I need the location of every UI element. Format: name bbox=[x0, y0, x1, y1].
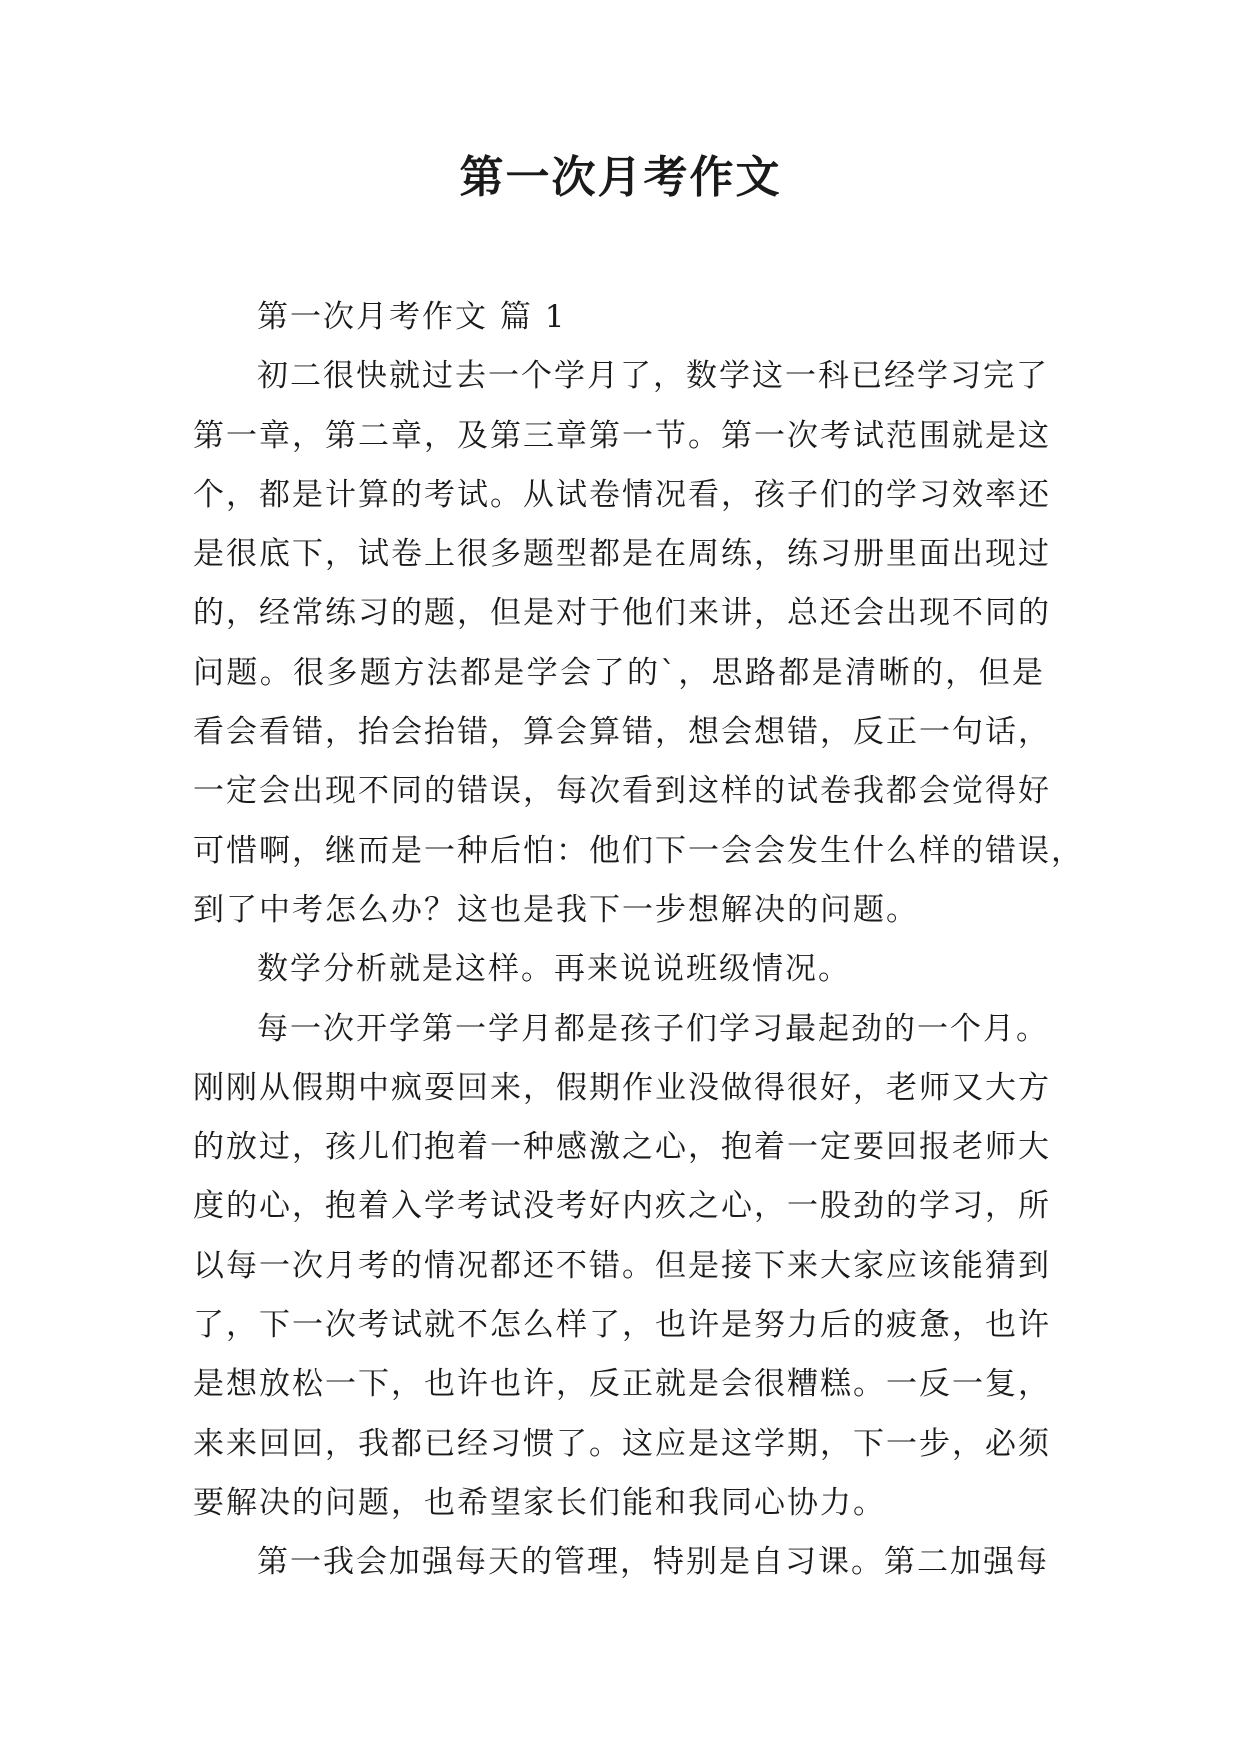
text-line: 刚刚从假期中疯耍回来，假期作业没做得很好，老师又大方 bbox=[193, 1069, 1051, 1106]
document-title: 第一次月考作文 bbox=[459, 152, 782, 203]
text-line: 看会看错，抬会抬错，算会算错，想会想错，反正一句话， bbox=[193, 714, 1051, 751]
text-line: 到了中考怎么办？这也是我下一步想解决的问题。 bbox=[193, 891, 919, 928]
text-line: 的放过，孩儿们抱着一种感激之心，抱着一定要回报老师大 bbox=[193, 1129, 1051, 1166]
text-line: 可惜啊，继而是一种后怕：他们下一会会发生什么样的错误， bbox=[193, 832, 1084, 869]
text-line: 每一次开学第一学月都是孩子们学习最起劲的一个月。 bbox=[257, 1010, 1049, 1047]
text-line: 度的心，抱着入学考试没考好内疚之心，一股劲的学习，所 bbox=[193, 1188, 1051, 1225]
text-line: 第一我会加强每天的管理，特别是自习课。第二加强每 bbox=[257, 1544, 1049, 1581]
text-line: 是想放松一下，也许也许，反正就是会很糟糕。一反一复， bbox=[193, 1366, 1051, 1403]
text-line: 要解决的问题，也希望家长们能和我同心协力。 bbox=[193, 1484, 886, 1521]
text-line: 以每一次月考的情况都还不错。但是接下来大家应该能猜到 bbox=[193, 1247, 1051, 1284]
text-line: 了，下一次考试就不怎么样了，也许是努力后的疲惫，也许 bbox=[193, 1307, 1051, 1344]
text-line: 个，都是计算的考试。从试卷情况看，孩子们的学习效率还 bbox=[193, 476, 1051, 513]
text-line: 一定会出现不同的错误，每次看到这样的试卷我都会觉得好 bbox=[193, 773, 1051, 810]
text-line: 数学分析就是这样。再来说说班级情况。 bbox=[257, 951, 851, 988]
section-heading: 第一次月考作文 篇 1 bbox=[257, 299, 567, 335]
text-line: 的，经常练习的题，但是对于他们来讲，总还会出现不同的 bbox=[193, 595, 1051, 632]
document-body bbox=[193, 288, 1084, 1593]
text-line: 是很底下，试卷上很多题型都是在周练，练习册里面出现过 bbox=[193, 536, 1051, 573]
text-line: 第一章，第二章，及第三章第一节。第一次考试范围就是这 bbox=[193, 417, 1051, 454]
text-line: 初二很快就过去一个学月了，数学这一科已经学习完了 bbox=[257, 358, 1049, 395]
text-line: 问题。很多题方法都是学会了的`，思路都是清晰的，但是 bbox=[193, 654, 1045, 691]
text-line: 来来回回，我都已经习惯了。这应是这学期，下一步，必须 bbox=[193, 1425, 1051, 1462]
